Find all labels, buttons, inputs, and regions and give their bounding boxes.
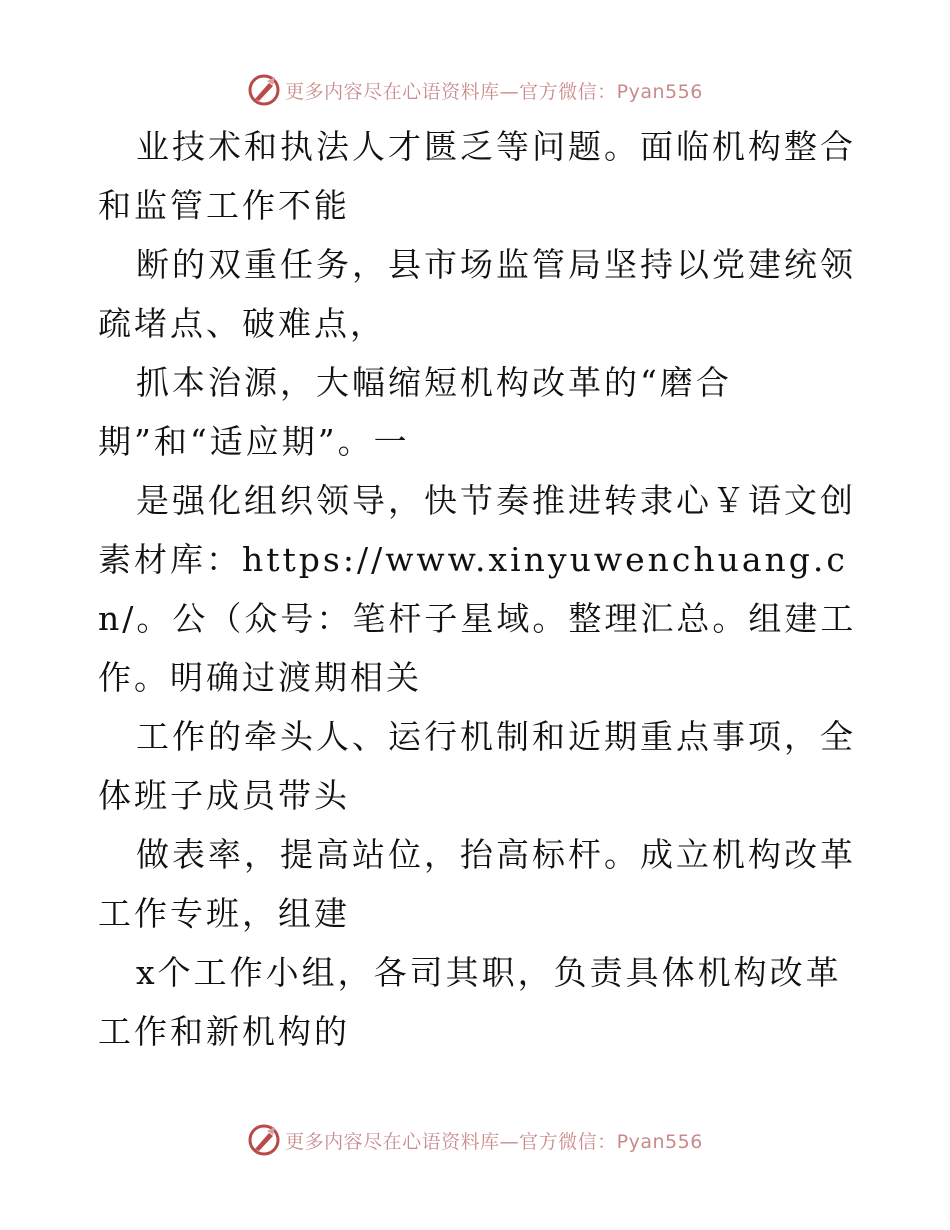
paragraph-5: 工作的牵头人、运行机制和近期重点事项，全体班子成员带头 <box>98 717 856 815</box>
header-banner-text: 更多内容尽在心语资料库—官方微信：Pyan556 <box>285 80 703 103</box>
paragraph-7: x个工作小组，各司其职，负责具体机构改革工作和新机构的 <box>98 953 842 1051</box>
footer-banner-text: 更多内容尽在心语资料库—官方微信：Pyan556 <box>285 1130 703 1153</box>
paragraph-1: 业技术和执法人才匮乏等问题。面临机构整合和监管工作不能 <box>98 127 856 225</box>
document-body <box>98 117 858 1061</box>
paragraph-4: 是强化组织领导，快节奏推进转隶心￥语文创素材库：https://www.xinyuwenchuang.cn/。公（众号：笔杆子星域。整理汇总。组建工作。明确过渡期相关 <box>98 481 857 697</box>
footer-banner <box>0 1120 950 1160</box>
quill-pen-logo-icon <box>247 1123 281 1157</box>
paragraph-2: 断的双重任务，县市场监管局坚持以党建统领疏堵点、破难点， <box>98 245 856 343</box>
paragraph-3: 抓本治源，大幅缩短机构改革的“磨合期”和“适应期”。一 <box>98 363 732 461</box>
header-banner <box>0 70 950 110</box>
quill-pen-logo-icon <box>247 73 281 107</box>
paragraph-6: 做表率，提高站位，抬高标杆。成立机构改革工作专班，组建 <box>98 835 856 933</box>
